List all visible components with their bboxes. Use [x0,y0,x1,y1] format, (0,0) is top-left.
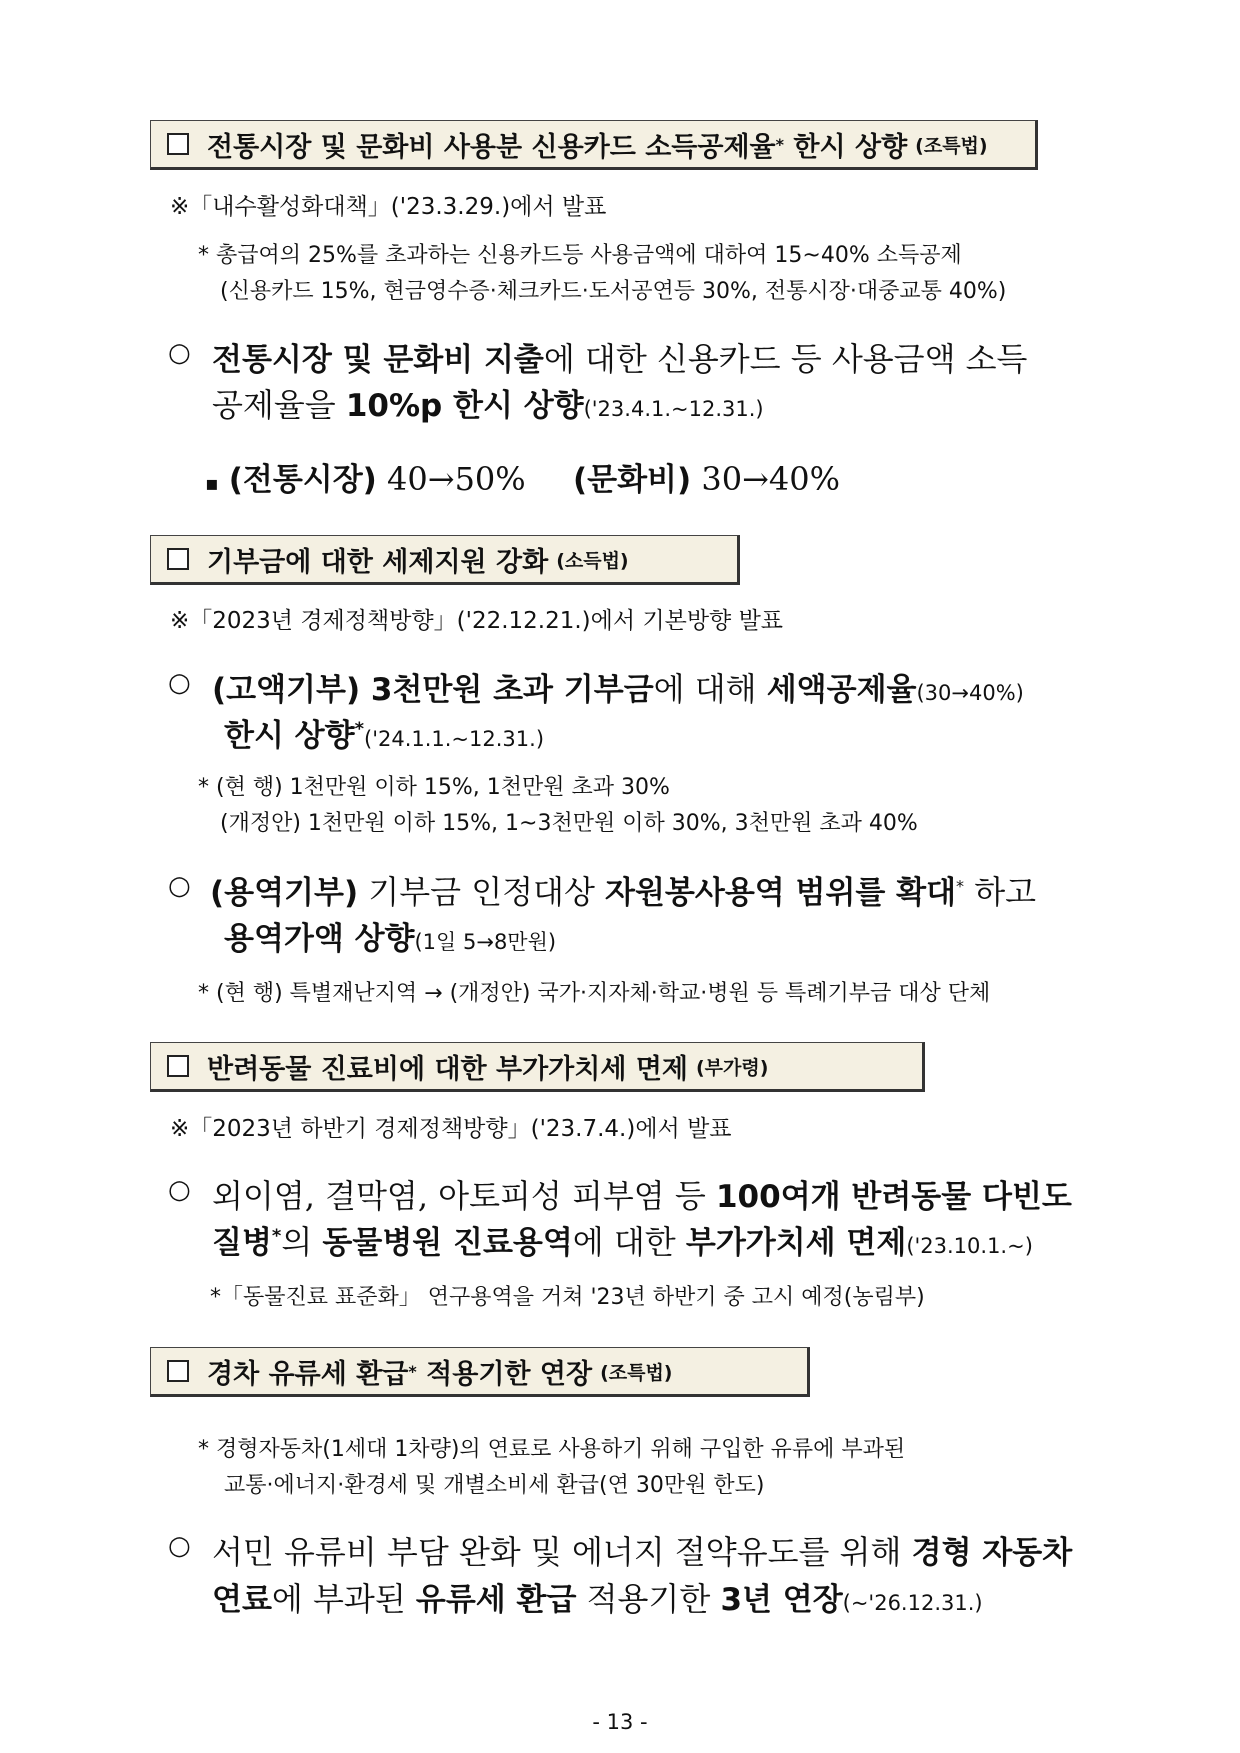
bold-text: 3년 연장 [720,1582,843,1618]
law-tag: (부가령) [696,1056,769,1079]
checkbox-icon [167,1360,189,1382]
date-range: ('23.4.1.~12.31.) [583,397,764,421]
bold-text: 전통시장 및 문화비 지출 [212,342,544,378]
footnote-line: * 총급여의 25%를 초과하는 신용카드등 사용금액에 대하여 15~40% 소득공제 [198,243,962,268]
footnote-line: 교통·에너지·환경세 및 개별소비세 환급(연 30만원 한도) [224,1473,765,1498]
bold-text: (고액기부) 3천만원 초과 기부금 [212,672,654,708]
value: 40→50% [387,460,526,498]
bold-text: 100여개 반려동물 다빈도 [715,1179,1072,1215]
bullet-paragraph-cont [224,710,544,755]
bullet-paragraph-cont [212,1574,983,1620]
bullet-circle-icon: ○ [168,1531,191,1561]
bold-text: 10%p 한시 상향 [345,388,584,424]
square-bullet-icon: ▪ [205,471,219,495]
footnote-mark: * [956,876,965,896]
bullet-paragraph-cont [212,380,764,426]
bold-text: 유류세 환급 [415,1582,577,1618]
bullet-paragraph [212,1171,1072,1217]
bold-text: (용역기부) [210,875,359,911]
text: 하고 [974,873,1037,911]
text: 에 대한 신용카드 등 사용금액 소득 [543,340,1028,378]
bold-text: 경형 자동차 [911,1535,1073,1571]
bold-text: 동물병원 진료용역 [322,1225,573,1261]
footnote-line: *「동물진료 표준화」 연구용역을 거쳐 '23년 하반기 중 고시 예정(농림부) [210,1285,925,1310]
text: 외이염, 결막염, 아토피성 피부염 등 [212,1177,706,1215]
bullet-circle-icon: ○ [168,338,191,368]
text: 의 [281,1223,313,1261]
bold-text: 부가가치세 면제 [685,1225,907,1261]
text: 기부금 인정대상 [368,873,595,911]
text: 적용기한 [586,1580,711,1618]
bullet-circle-icon: ○ [168,668,191,698]
bold-text: (전통시장) [228,462,377,498]
footnote-mark: * [354,718,364,740]
bullet-paragraph [212,334,1027,380]
text: 에 대해 [653,670,757,708]
footnote-line: * 경형자동차(1세대 1차량)의 연료로 사용하기 위해 구입한 유류에 부과된 [198,1437,906,1462]
section-header-donation [150,535,740,585]
bullet-paragraph-cont [212,1217,1033,1263]
footnote-mark: * [775,134,785,154]
checkbox-icon [167,1055,189,1077]
bullet-circle-icon: ○ [168,1175,191,1205]
section-header-pet-vat [150,1042,925,1092]
law-tag: (소득법) [556,549,629,572]
text: 서민 유류비 부담 완화 및 에너지 절약유도를 위해 [212,1533,902,1571]
bullet-paragraph [210,867,1036,913]
bold-text: 질병 [212,1225,272,1261]
text: 에 부과된 [271,1580,406,1618]
bold-text: 자원봉사용역 범위를 확대 [605,875,957,911]
text: 에 대한 [572,1223,676,1261]
footnote-line: (신용카드 15%, 현금영수증·체크카드·도서공연등 30%, 전통시장·대중교통 40%) [220,279,1007,304]
expiry-date: (~'26.12.31.) [842,1591,983,1615]
sub-bullet [205,454,526,499]
footnote-line: * (현 행) 1천만원 이하 15%, 1천만원 초과 30% [198,775,670,800]
footnote-mark: * [271,1225,282,1247]
bold-text: (문화비) [573,462,692,498]
sub-bullet [573,454,840,499]
bullet-paragraph [212,1527,1072,1573]
bullet-circle-icon: ○ [168,871,191,901]
checkbox-icon [167,548,189,570]
announcement-note: ※「2023년 경제정책방향」('22.12.21.)에서 기본방향 발표 [170,608,784,634]
bold-text: 용역가액 상향 [224,921,415,957]
section-title-tail: 적용기한 연장 [426,1358,593,1390]
announcement-note: ※「내수활성화대책」('23.3.29.)에서 발표 [170,194,607,220]
value: 30→40% [701,460,841,498]
law-tag: (조특법) [600,1361,673,1384]
footnote-line: * (현 행) 특별재난지역 → (개정안) 국가·지자체·학교·병원 등 특례기부금 대상 단체 [198,981,991,1006]
footnote-mark: * [408,1361,417,1381]
page-number: - 13 - [592,1710,648,1734]
section-header-fuel-tax [150,1347,810,1397]
rate-change: (30→40%) [916,681,1024,705]
amount-change: (1일 5→8만원) [414,930,557,954]
law-tag: (조특법) [915,134,988,157]
section-title: 전통시장 및 문화비 사용분 신용카드 소득공제율 [207,131,776,163]
section-title-tail: 한시 상향 [793,131,908,163]
bullet-paragraph-cont [224,913,556,958]
section-title: 반려동물 진료비에 대한 부가가치세 면제 [207,1053,688,1085]
announcement-note: ※「2023년 하반기 경제정책방향」('23.7.4.)에서 발표 [170,1116,732,1142]
date-range: ('24.1.1.~12.31.) [364,727,545,751]
text: 공제율을 [212,386,336,424]
bullet-paragraph [212,664,1024,710]
bold-text: 한시 상향 [224,718,355,754]
bold-text: 세액공제율 [766,672,917,708]
section-header-credit-card [150,120,1038,170]
section-title: 기부금에 대한 세제지원 강화 [207,546,549,578]
bold-text: 연료 [212,1582,272,1618]
footnote-line: (개정안) 1천만원 이하 15%, 1~3천만원 이하 30%, 3천만원 초과 40% [220,811,918,836]
section-title: 경차 유류세 환급 [207,1358,409,1390]
effective-date: ('23.10.1.~) [906,1234,1033,1258]
checkbox-icon [167,133,189,155]
